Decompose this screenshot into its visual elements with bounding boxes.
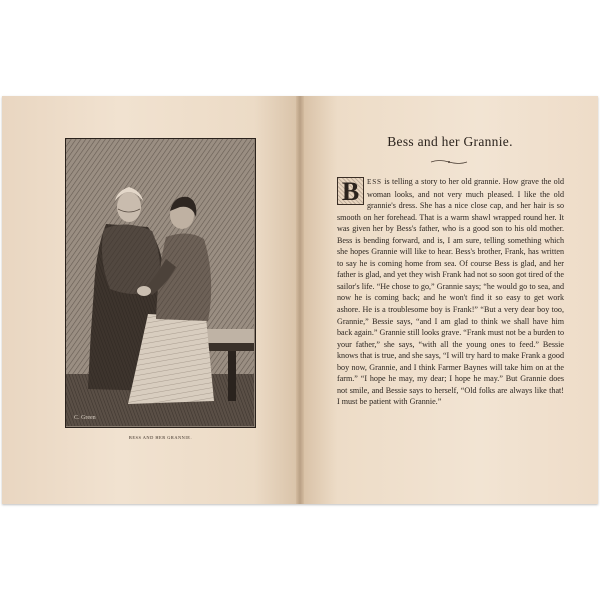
chapter-title: Bess and her Grannie. (387, 134, 513, 149)
engraving-illustration (65, 138, 256, 428)
title-ornament (429, 159, 469, 165)
drop-cap: B (337, 177, 364, 205)
story-paragraph (337, 176, 564, 408)
drop-cap-rest: ESS (367, 178, 382, 186)
book-gutter (296, 96, 304, 504)
illustration-caption: BESS AND HER GRANNIE. (128, 435, 193, 440)
open-book (2, 96, 598, 504)
paragraph-text: is telling a story to her old grannie. How grave the old woman looks, and not very much pleased. I like the old grannie's dress. She has a nice close cap, and her hair is so smooth on her forehead. That is a warm shawl wrapped round her. It was given her by Bess's father, who is a good son to his old mother. Bess is bending forward, and is, I am sure, telling something which she hopes Grannie will like to hear. Bess's brother, Frank, has written to say he is coming home from sea. Of course Bess is glad, and her father is glad, and yet they wish Frank had not so soon got tired of the sailor's life. “He chose to go,” Grannie says; “he would go to sea, and now he is coming back; and he won't find it so easy to get work ashore. He is a troublesome boy is Frank!” “But a very dear boy too, Grannie,” Bessie says, “and I am glad to think we shall have him back again.” Grannie still looks grave. “Frank must not be a burden to your father,” she says, “with all the young ones to feed.” Bessie knows that is true, and she says, “I will try hard to make Frank a good boy now, Grannie, and I think Farmer Baynes will take him on at the farm.” “I hope he may, my dear; I hope he may.” But Grannie does not smile, and Bessie says to herself, “Old folks are always like that! I must be patient with Grannie.” (337, 177, 565, 407)
artist-signature: C. Green (74, 415, 96, 421)
